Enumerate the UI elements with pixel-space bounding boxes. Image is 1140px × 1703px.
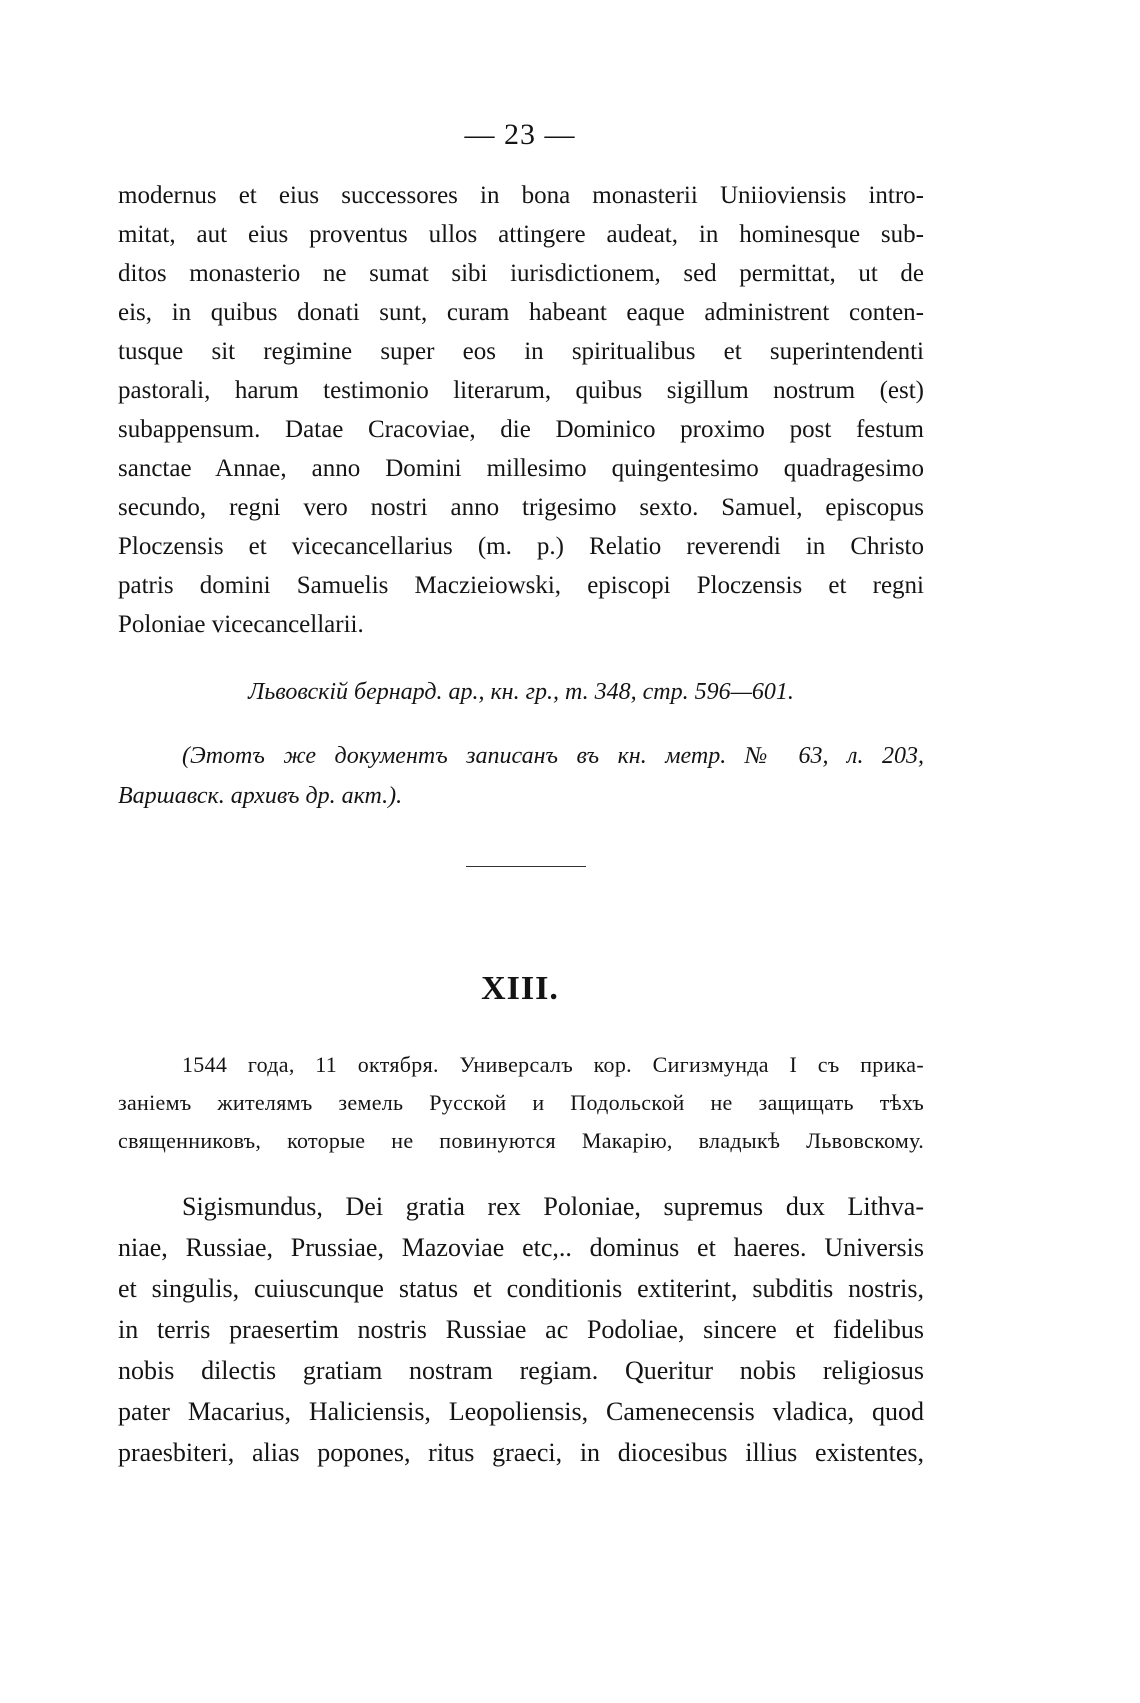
text-line: modernus et eius successores in bona monasterii Uniioviensis intro- [118,182,924,209]
source-note-line: (Этотъ же документъ записанъ въ кн. метр. № 63, л. 203, [182,743,924,769]
text-line: ditos monasterio ne sumat sibi iurisdictionem, sed permittat, ut de [118,260,924,287]
document-summary [118,1046,924,1160]
archive-source-note: Львовскій бернард. ар., кн. гр., т. 348, стр. 596—601. [248,679,794,705]
paragraph-latin-continuation [118,176,924,644]
text-line: Sigismundus, Dei gratia rex Poloniae, supremus dux Lithva- [182,1192,924,1221]
archive-source-note-alt [118,736,924,816]
section-divider [466,866,586,867]
summary-line: 1544 года, 11 октября. Универсалъ кор. Сигизмунда I съ прика- [182,1052,924,1077]
text-line: nobis dilectis gratiam nostram regiam. Queritur nobis religiosus [118,1356,924,1385]
text-line: patris domini Samuelis Maczieiowski, episcopi Ploczensis et regni [118,572,924,599]
text-line: tusque sit regimine super eos in spiritualibus et superintendenti [118,338,924,365]
paragraph-latin-document [118,1186,924,1473]
text-line: subappensum. Datae Cracoviae, die Dominico proximo post festum [118,416,924,443]
text-line: mitat, aut eius proventus ullos attingere audeat, in hominesque sub- [118,221,924,248]
page-number: — 23 — [464,118,576,151]
text-line: et singulis, cuiuscunque status et conditionis extiterint, subditis nostris, [118,1274,924,1303]
text-line: niae, Russiae, Prussiae, Mazoviae etc,.. dominus et haeres. Universis [118,1233,924,1262]
section-heading: XIII. [481,970,559,1007]
summary-line: заніемъ жителямъ земель Русской и Подольской не защищать тѣхъ [118,1090,924,1115]
text-line: in terris praesertim nostris Russiae ac Podoliae, sincere et fidelibus [118,1315,924,1344]
text-line: pater Macarius, Haliciensis, Leopoliensis, Camenecensis vladica, quod [118,1397,924,1426]
source-note-line: Варшавск. архивъ др. акт.). [118,783,403,809]
text-line: sanctae Annae, anno Domini millesimo quingentesimo quadragesimo [118,455,924,482]
text-line: Ploczensis et vicecancellarius (m. p.) Relatio reverendi in Christo [118,533,924,560]
text-line: secundo, regni vero nostri anno trigesimo sexto. Samuel, episcopus [118,494,924,521]
text-line: Poloniae vicecancellarii. [118,611,364,638]
text-line: praesbiteri, alias popones, ritus graeci, in diocesibus illius existentes, [118,1438,924,1467]
text-line: pastorali, harum testimonio literarum, quibus sigillum nostrum (est) [118,377,924,404]
text-line: eis, in quibus donati sunt, curam habeant eaque administrent conten- [118,299,924,326]
summary-line: священниковъ, которые не повинуются Макарію, владыкѣ Львовскому. [118,1128,924,1153]
